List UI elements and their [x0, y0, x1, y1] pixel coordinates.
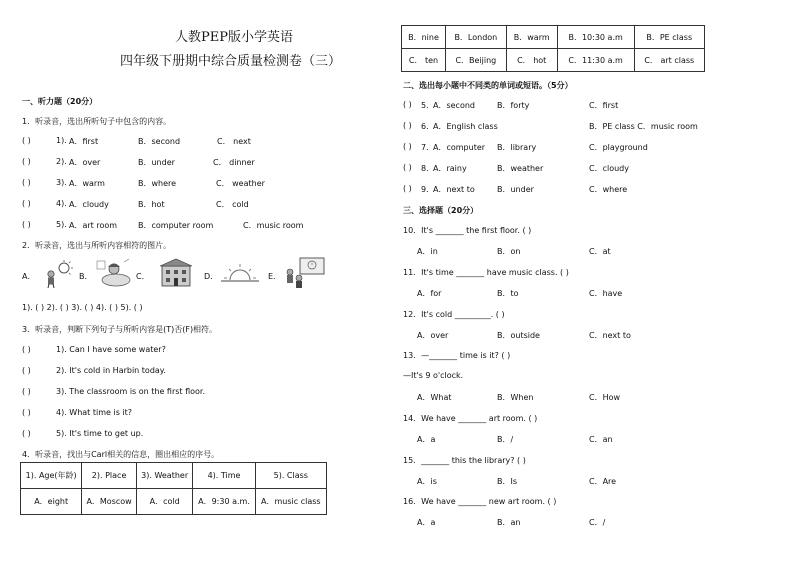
option-c: C． cold — [216, 200, 249, 209]
building-icon — [158, 258, 194, 288]
option-b: B．Is — [497, 477, 518, 486]
q1-instruction: 1．听录音，选出所听句子中包含的内容。 — [22, 117, 172, 126]
table-cell[interactable]: A．eight — [21, 489, 82, 515]
table-header: 2). Place — [82, 463, 137, 489]
picture-label: D． — [204, 272, 219, 281]
option-c: C．have — [589, 289, 623, 298]
table-cell[interactable]: A．cold — [136, 489, 193, 515]
question-stem[interactable]: 15．_______ this the library? ( ) — [403, 456, 526, 465]
option-a: A．over — [417, 331, 449, 340]
table-cell[interactable]: C． art class — [634, 49, 704, 72]
sun-boy-icon — [40, 260, 74, 288]
table-cell[interactable]: C． hot — [506, 49, 557, 72]
answer-bracket[interactable]: ( ) — [22, 387, 31, 396]
option-a: A．cloudy — [69, 200, 109, 209]
girl-sleeping-icon — [94, 258, 132, 288]
statement-text: 5). It's time to get up. — [56, 429, 144, 438]
part1-heading: 一、听力题（20分） — [22, 97, 98, 106]
table-cell[interactable]: A．music class — [255, 489, 326, 515]
answer-bracket[interactable]: ( ) — [22, 136, 31, 145]
option-a: A．for — [417, 289, 442, 298]
option-c: C．music room — [243, 221, 304, 230]
option-c: C． next — [217, 137, 251, 146]
exam-title-line1: 人教PEP版小学英语 — [175, 30, 293, 45]
question-stem[interactable]: 13．—_______ time is it? ( ) — [403, 351, 511, 360]
table-cell[interactable]: B．London — [446, 26, 507, 49]
option-b: B．outside — [497, 331, 540, 340]
option-c: C．cloudy — [589, 164, 629, 173]
question-stem[interactable]: 16．We have _______ new art room. ( ) — [403, 497, 557, 506]
q2-answer-blanks[interactable]: 1). ( ) 2). ( ) 3). ( ) 4). ( ) 5). ( ) — [22, 303, 143, 312]
answer-bracket[interactable]: ( ) — [403, 121, 412, 130]
answer-bracket[interactable]: ( ) — [403, 142, 412, 151]
statement-text: 4). What time is it? — [56, 408, 133, 417]
option-a: A．is — [417, 477, 437, 486]
question-stem[interactable]: 14．We have _______ art room. ( ) — [403, 414, 538, 423]
option-a: A．over — [69, 158, 101, 167]
option-a: A．English class — [433, 122, 498, 131]
question-stem[interactable]: 11．It's time _______ have music class. ( ) — [403, 268, 569, 277]
answer-bracket[interactable]: ( ) — [22, 429, 31, 438]
option-c: C．an — [589, 435, 613, 444]
option-a: A．a — [417, 435, 436, 444]
answer-bracket[interactable]: ( ) — [403, 184, 412, 193]
option-b: B．library — [497, 143, 537, 152]
option-a: A．next to — [433, 185, 475, 194]
answer-bracket[interactable]: ( ) — [22, 345, 31, 354]
option-c: C． dinner — [213, 158, 255, 167]
option-a: A．rainy — [433, 164, 467, 173]
answer-bracket[interactable]: ( ) — [22, 178, 31, 187]
answer-bracket[interactable]: ( ) — [22, 220, 31, 229]
statement-text: 1). Can I have some water? — [56, 345, 166, 354]
question-stem[interactable]: 12．It's cold _________. ( ) — [403, 310, 505, 319]
table-cell[interactable]: B．nine — [402, 26, 446, 49]
picture-label: A． — [22, 272, 36, 281]
question-number: 8． — [421, 164, 435, 173]
question-number: 5). — [56, 220, 67, 229]
answer-bracket[interactable]: ( ) — [22, 199, 31, 208]
question-number: 6． — [421, 122, 435, 131]
question-number: 5． — [421, 101, 435, 110]
table-cell[interactable]: C．11:30 a.m — [557, 49, 634, 72]
option-a: A．warm — [69, 179, 105, 188]
question-number: 2). — [56, 157, 67, 166]
option-b: B．under — [138, 158, 175, 167]
table-header: 5). Class — [255, 463, 326, 489]
part3-heading: 三、选择题（20分） — [403, 206, 479, 215]
answer-bracket[interactable]: ( ) — [403, 163, 412, 172]
option-c: B．PE class C．music room — [589, 122, 698, 131]
option-b: B．forty — [497, 101, 530, 110]
option-a: A．computer — [433, 143, 486, 152]
option-c: C．next to — [589, 331, 631, 340]
option-c: C．at — [589, 247, 611, 256]
answer-bracket[interactable]: ( ) — [403, 100, 412, 109]
table-header: 1). Age(年龄) — [21, 463, 82, 489]
q3-instruction: 3．听录音，判断下列句子与所听内容是(T)否(F)相符。 — [22, 325, 218, 334]
option-b: B．under — [497, 185, 534, 194]
table-cell[interactable]: C． ten — [402, 49, 446, 72]
exam-title-line2: 四年级下册期中综合质量检测卷（三） — [120, 54, 342, 69]
option-a: A．second — [433, 101, 476, 110]
table-cell[interactable]: A．9:30 a.m. — [193, 489, 255, 515]
question-number: 4). — [56, 199, 67, 208]
table-cell[interactable]: B．10:30 a.m — [557, 26, 634, 49]
question-number: 9． — [421, 185, 435, 194]
picture-label: C． — [136, 272, 150, 281]
option-b: B．When — [497, 393, 534, 402]
table-cell[interactable]: B．warm — [506, 26, 557, 49]
option-c: C．/ — [589, 518, 606, 527]
option-a: A．art room — [69, 221, 118, 230]
option-a: A．in — [417, 247, 438, 256]
q4-instruction: 4．听录音，找出与Carl相关的信息，圈出相应的序号。 — [22, 450, 220, 459]
answer-bracket[interactable]: ( ) — [22, 157, 31, 166]
option-b: B．second — [138, 137, 181, 146]
q4-info-table — [20, 462, 327, 515]
statement-text: 3). The classroom is on the first floor. — [56, 387, 206, 396]
option-c: C．playground — [589, 143, 648, 152]
table-header: 3). Weather — [136, 463, 193, 489]
question-number: 7． — [421, 143, 435, 152]
question-stem[interactable]: 10．It's _______ the first floor. ( ) — [403, 226, 532, 235]
sunset-icon — [220, 262, 260, 286]
option-b: B．computer room — [138, 221, 214, 230]
table-header: 4). Time — [193, 463, 255, 489]
option-c: C． weather — [216, 179, 265, 188]
option-c: C．first — [589, 101, 619, 110]
table-cell[interactable]: B．PE class — [634, 26, 704, 49]
option-c: C．where — [589, 185, 628, 194]
q2-instruction: 2．听录音，选出与所听内容相符的图片。 — [22, 241, 172, 250]
option-a: A．first — [69, 137, 99, 146]
option-a: A．What — [417, 393, 452, 402]
option-b: B．an — [497, 518, 521, 527]
q4-table-continued — [401, 25, 705, 72]
option-b: B．where — [138, 179, 177, 188]
answer-bracket[interactable]: ( ) — [22, 366, 31, 375]
dialogue-answer: —It's 9 o'clock. — [403, 371, 464, 380]
statement-text: 2). It's cold in Harbin today. — [56, 366, 166, 375]
table-cell[interactable]: A．Moscow — [82, 489, 137, 515]
question-number: 3). — [56, 178, 67, 187]
option-a: A．a — [417, 518, 436, 527]
option-b: B．weather — [497, 164, 544, 173]
option-c: C．How — [589, 393, 621, 402]
answer-bracket[interactable]: ( ) — [22, 408, 31, 417]
classroom-icon — [282, 256, 328, 290]
option-b: B．/ — [497, 435, 514, 444]
picture-label: B． — [79, 272, 93, 281]
option-c: C．Are — [589, 477, 617, 486]
question-number: 1). — [56, 136, 67, 145]
option-b: B．on — [497, 247, 521, 256]
part2-heading: 二、选出每小题中不同类的单词或短语。（5分） — [403, 81, 573, 90]
option-b: B．hot — [138, 200, 165, 209]
picture-label: E． — [268, 272, 282, 281]
table-cell[interactable]: C．Beijing — [446, 49, 507, 72]
option-b: B．to — [497, 289, 519, 298]
